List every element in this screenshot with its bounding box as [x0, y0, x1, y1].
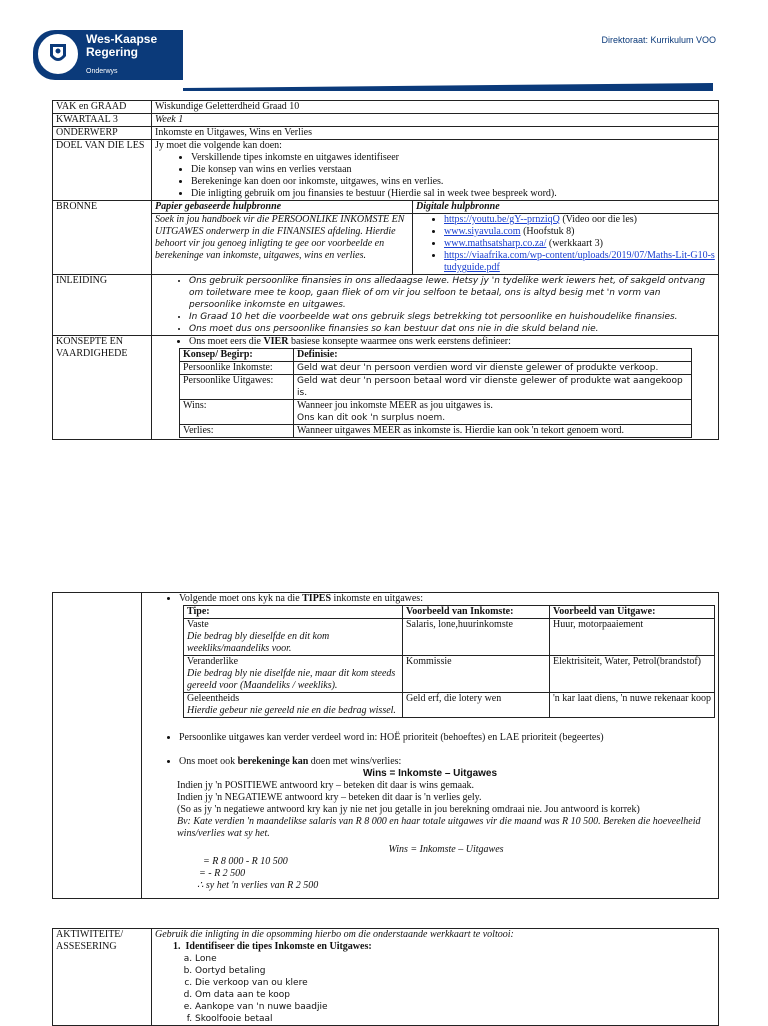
tipe-row: Veranderlike Die bedrag bly nie diselfde nie, maar dit kom steeds gereeld voor (Maandeliks / weekliks). Kommissie Elektrisiteit, Water, Petrol(brandstof): [184, 656, 715, 693]
aktiwiteite-intro: Gebruik die inligting in die opsomming hierbo om die onderstaande werkkaart te voltooi:: [155, 929, 514, 940]
activity-item: e. Aankope van 'n nuwe baadjie: [195, 1001, 715, 1013]
viaafrika-link[interactable]: https://viaafrika.com/wp-content/uploads/2019/07/Maths-Lit-G10-studyguide.pdf: [444, 250, 715, 273]
activity-item: d. Om data aan te koop: [195, 989, 715, 1001]
konsepte-content: [152, 336, 719, 440]
row-bronne: [53, 201, 719, 275]
calc-line: ∴ sy het 'n verlies van R 2 500: [197, 880, 319, 891]
tipe-row: Vaste Die bedrag bly dieselfde en dit kom weekliks/maandeliks voor. Salaris, lone,huurinkomste Huur, motorpaaiement: [184, 619, 715, 656]
kwartaal-value: Week 1: [152, 114, 719, 127]
link-note: (Video oor die les): [559, 214, 637, 225]
note-text: (So as jy 'n negatiewe antwoord kry kan jy nie net jou getalle in jou berekning omdraai nie. Jou antwoord is korrek): [177, 804, 640, 815]
activity-item: c. Die verkoop van ou klere: [195, 977, 715, 989]
row-vak: [53, 101, 719, 114]
doel-content: [152, 140, 719, 201]
konsep-row: Persoonlike Uitgawes: Geld wat deur 'n persoon betaal word vir dienste gelewer of produkte wat aangekoop is.: [180, 375, 692, 400]
activity-item: b. Oortyd betaling: [195, 965, 715, 977]
konsep-row: Persoonlike Inkomste: Geld wat deur 'n persoon verdien word vir dienste gelewer of produkte verkoop.: [180, 362, 692, 375]
row-doel: [53, 140, 719, 201]
inleiding-item: • Ons moet dus ons persoonlike finansies so kan bestuur dat ons nie in die skuld beland nie.: [189, 323, 715, 335]
konsep-row: Wins: Wanneer jou inkomste MEER as jou uitgawes is. Ons kan dit ook 'n surplus noem.: [180, 400, 692, 425]
question-1: 1. Identifiseer die tipes Inkomste en Uitgawes:: [173, 941, 372, 952]
digitaal-header: Digitale hulpbronne: [413, 201, 719, 214]
doel-item: • Berekeninge kan doen oor inkomste, uitgawes, wins en verlies.: [191, 176, 715, 188]
activity-item: f. Skoolfooie betaal: [195, 1013, 715, 1025]
aktiwiteite-table: [52, 928, 719, 1026]
link-note: (werkkaart 3): [546, 238, 604, 249]
konsepte-intro: • Ons moet eers die VIER basiese konsepte waarmee ons werk eerstens definieer:: [189, 336, 715, 348]
tipes-table: [183, 605, 715, 718]
vak-value: Wiskundige Geletterdheid Graad 10: [152, 101, 719, 114]
tipe-row: Geleentheids Hierdie gebeur nie gereeld nie en die bedrag wissel. Geld erf, die lotery wen 'n kar laat diens, 'n nuwe rekenaar koop: [184, 693, 715, 718]
bronne-content: [152, 201, 719, 275]
row-konsepte: [53, 336, 719, 440]
row-inleiding: [53, 275, 719, 336]
inleiding-item: • In Graad 10 het die voorbeelde wat ons gebruik slegs betrekking tot persoonlike en huishoudelike finansies.: [189, 311, 715, 323]
kwartaal-label: KWARTAAL 3: [53, 114, 152, 127]
tipe-header: Tipe:: [184, 606, 403, 619]
bronne-table: [152, 201, 718, 274]
example-text: Bv: Kate verdien 'n maandelikse salaris van R 8 000 en haar totale uitgawes vir die maand was R 10 500. Bereken die hoeveelheid wins/verlies wat sy het.: [177, 816, 701, 839]
konsep-header: Konsep/ Begirp:: [180, 349, 294, 362]
aktiwiteite-label: AKTIWITEITE/ ASSESERING: [53, 929, 152, 1026]
digitaal-links: [413, 214, 719, 275]
konsepte-table: [179, 348, 692, 438]
siyavula-link[interactable]: www.siyavula.com: [444, 226, 521, 237]
papier-text: Soek in jou handboek vir die PERSOONLIKE INKOMSTE EN UITGAWES onderwerp in die FINANSIES afdeling. Hierdie behoort vir jou genoeg inligting te gee oor voorbeelde en berekeninge van inkomste, uitgawes, wins en verlies.: [152, 214, 413, 275]
doel-label: DOEL VAN DIE LES: [53, 140, 152, 201]
onderwerp-value: Inkomste en Uitgawes, Wins en Verlies: [152, 127, 719, 140]
brand-name: Wes-Kaapse Regering: [86, 32, 158, 59]
vak-label: VAK en GRAAD: [53, 101, 152, 114]
resource-link-item: [444, 226, 715, 238]
lesson-table-continued: [52, 592, 719, 899]
papier-header: Papier gebaseerde hulpbronne: [152, 201, 413, 214]
activity-item: a. Lone: [195, 953, 715, 965]
aktiwiteite-content: [152, 929, 719, 1026]
doel-item: • Die inligting gebruik om jou finansies te bestuur (Hierdie sal in week twee bespreek word).: [191, 188, 715, 200]
calc-formula: Wins = Inkomste – Uitgawes: [388, 844, 504, 855]
empty-label-cell: [53, 593, 142, 899]
header-stripe: [33, 83, 713, 91]
definisie-header: Definisie:: [294, 349, 692, 362]
wins-formula: Wins = Inkomste – Uitgawes: [362, 768, 498, 779]
prioriteit-text: • Persoonlike uitgawes kan verder verdeel word in: HOË prioriteit (behoeftes) en LAE prioriteit (begeertes): [179, 732, 715, 744]
inkomste-header: Voorbeeld van Inkomste:: [403, 606, 550, 619]
uitgawe-header: Voorbeeld van Uitgawe:: [550, 606, 715, 619]
youtube-link[interactable]: https://youtu.be/gY--prnziqQ: [444, 214, 560, 225]
konsepte-label: KONSEPTE EN VAARDIGHEDE: [53, 336, 152, 440]
tipes-content: [142, 593, 719, 899]
doel-intro: Jy moet die volgende kan doen:: [155, 140, 282, 151]
calc-line: = - R 2 500: [199, 868, 246, 879]
page-header: [0, 0, 768, 96]
inleiding-label: INLEIDING: [53, 275, 152, 336]
calc-line: = R 8 000 - R 10 500: [203, 856, 288, 867]
lesson-table: [52, 100, 719, 440]
onderwerp-label: ONDERWERP: [53, 127, 152, 140]
berekeninge-intro: • Ons moet ook berekeninge kan doen met wins/verlies:: [179, 756, 715, 768]
crest-logo: [36, 32, 80, 76]
mathsatsharp-link[interactable]: www.mathsatsharp.co.za/: [444, 238, 547, 249]
doel-item: • Die konsep van wins en verlies verstaan: [191, 164, 715, 176]
brand-subtitle: Onderwys: [86, 68, 118, 75]
row-onderwerp: [53, 127, 719, 140]
resource-link-item: [444, 238, 715, 250]
bronne-label: BRONNE: [53, 201, 152, 275]
konsep-row: Verlies: Wanneer uitgawes MEER as inkomste is. Hierdie kan ook 'n tekort genoem word.: [180, 425, 692, 438]
inleiding-content: [152, 275, 719, 336]
inleiding-item: • Ons gebruik persoonlike finansies in ons alledaagse lewe. Hetsy jy 'n tydelike werk iewers het, of sakgeld ontvang om toiletware mee te koop, gaan fliek of om vir jou selfoon te betaal, ons is altyd besig met 'n vorm van persoonlike inkomste en uitgawes.: [189, 275, 715, 311]
resource-link-item: [444, 214, 715, 226]
doel-item: • Verskillende tipes inkomste en uitgawes identifiseer: [191, 152, 715, 164]
row-kwartaal: [53, 114, 719, 127]
link-note: (Hoofstuk 8): [520, 226, 575, 237]
positief-text: Indien jy 'n POSITIEWE antwoord kry – beteken dit daar is wins gemaak.: [177, 780, 475, 791]
resource-link-item: [444, 250, 715, 274]
tipes-intro: • Volgende moet ons kyk na die TIPES inkomste en uitgawes:: [179, 593, 715, 605]
directorate-label: Direktoraat: Kurrikulum VOO: [601, 35, 716, 45]
negatief-text: Indien jy 'n NEGATIEWE antwoord kry – beteken dit daar is 'n verlies gely.: [177, 792, 482, 803]
